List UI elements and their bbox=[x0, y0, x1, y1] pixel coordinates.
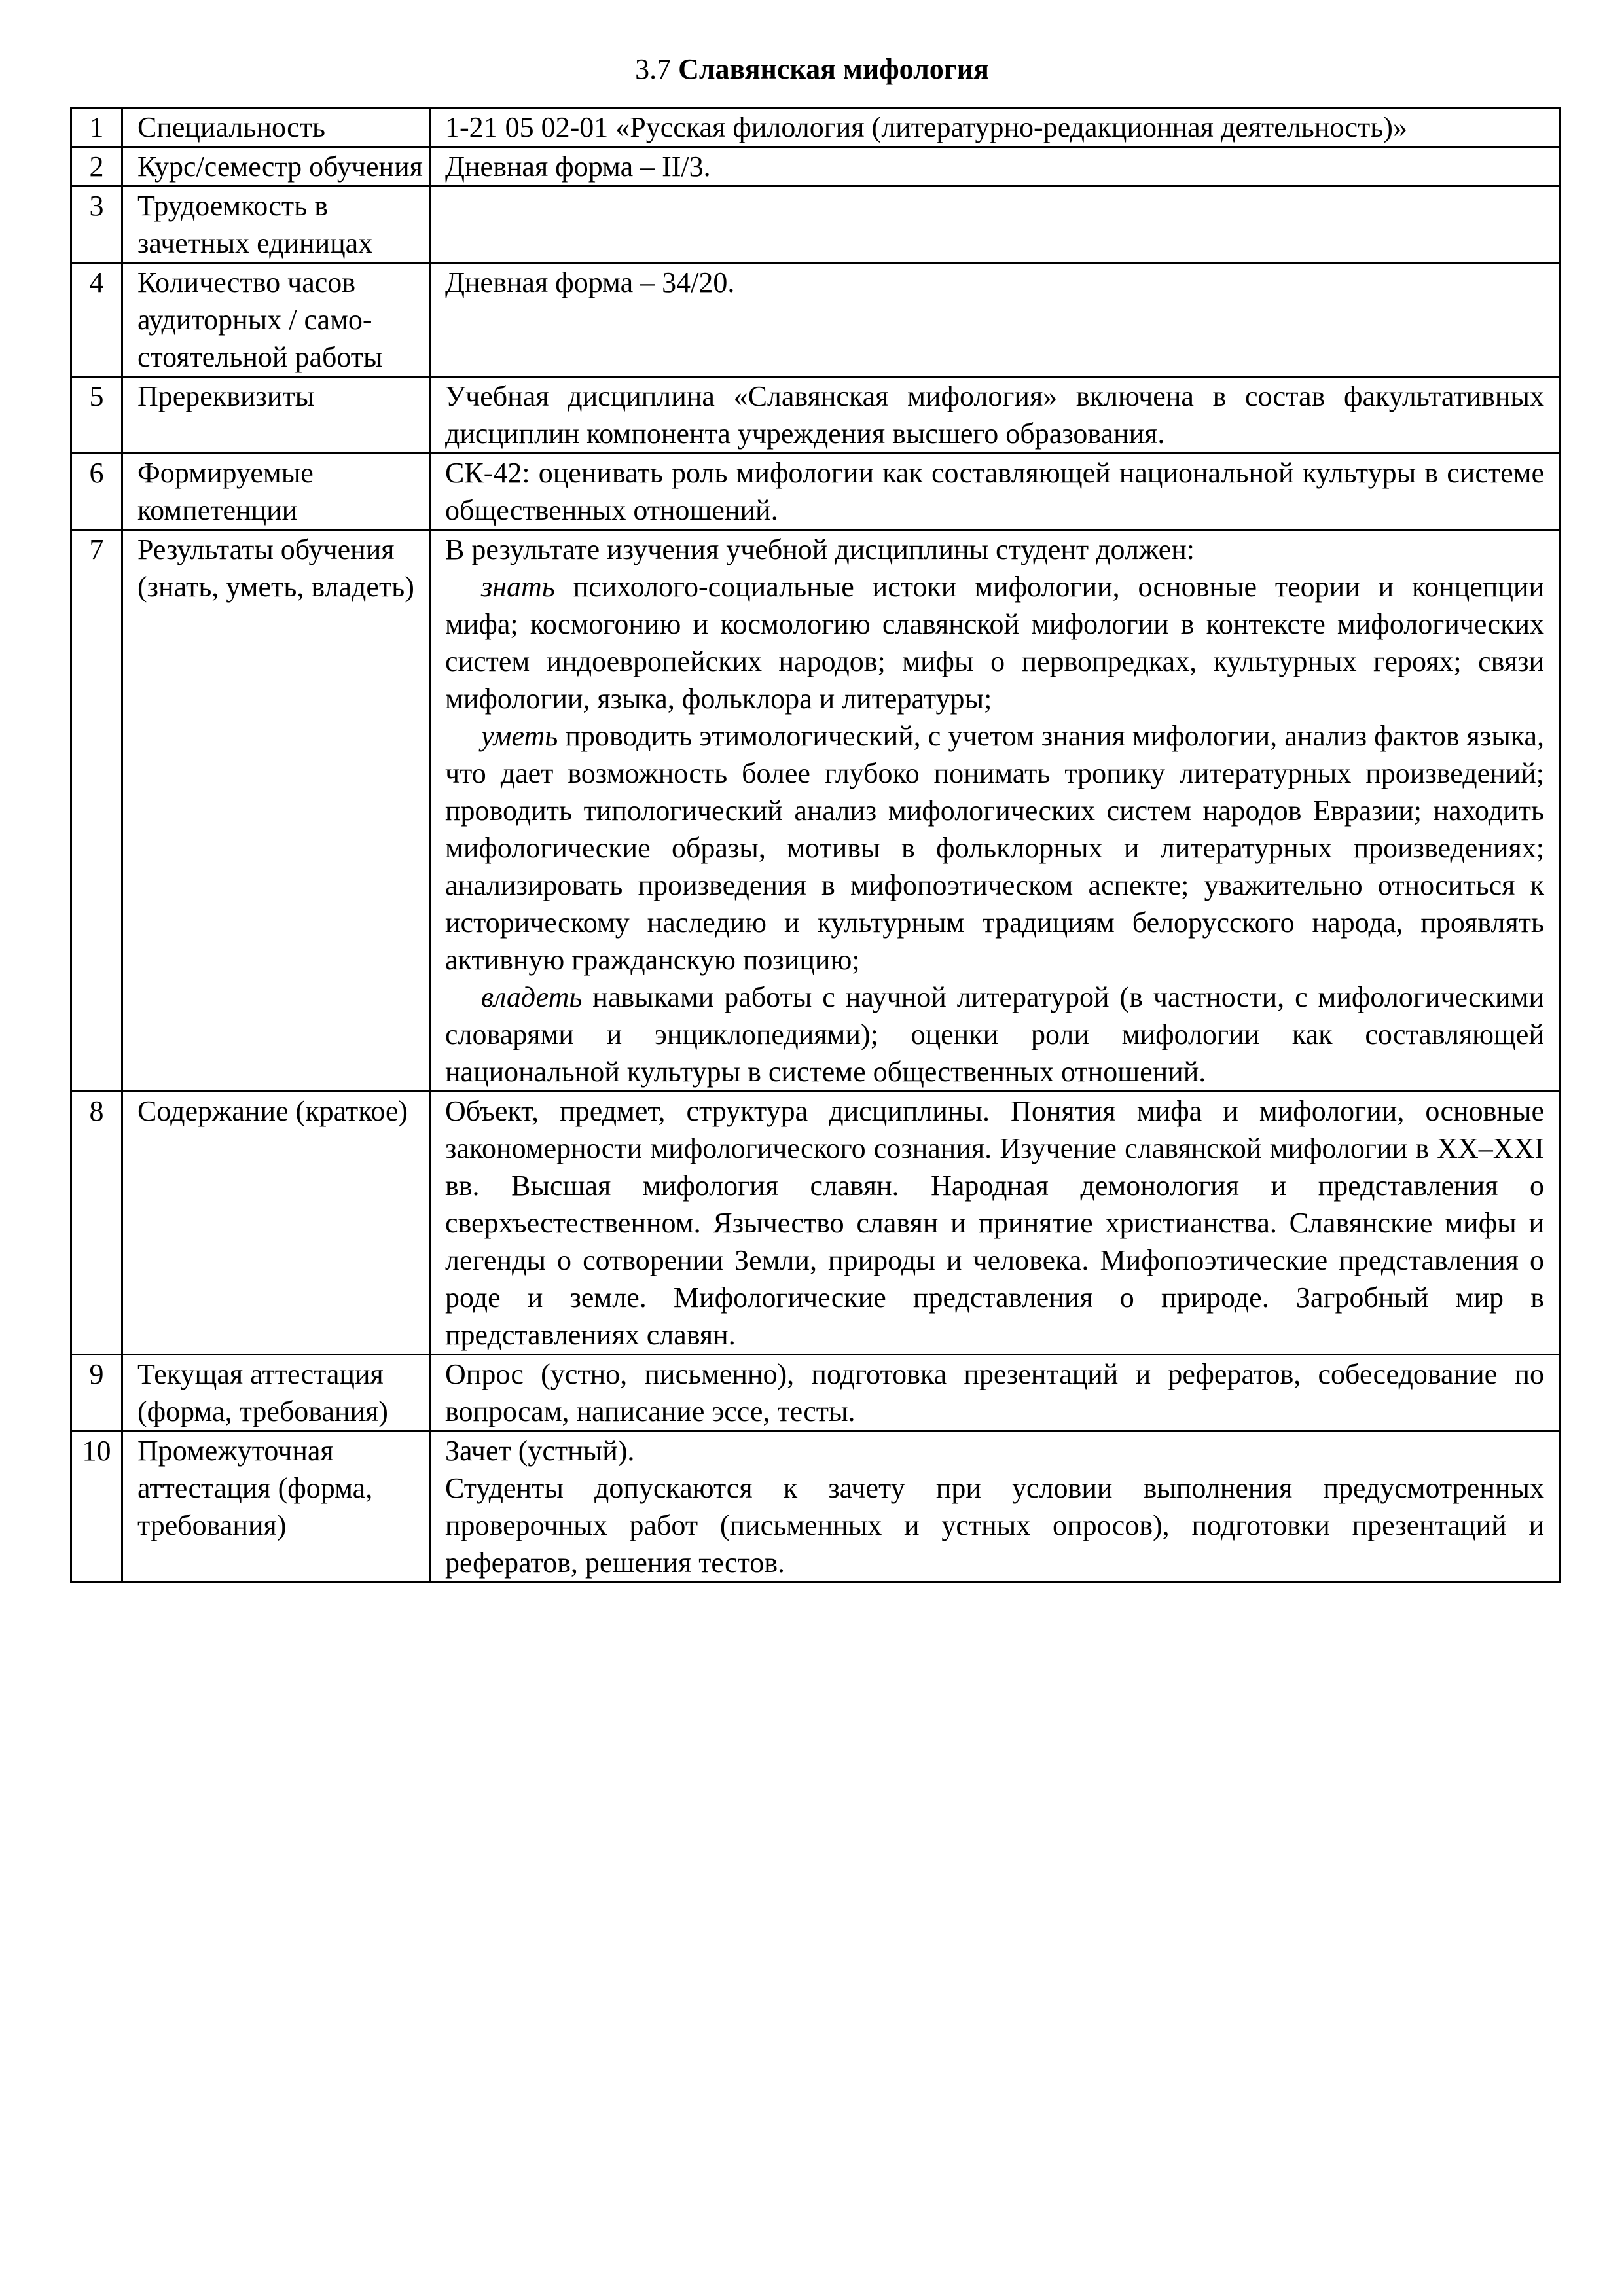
row-label: Текущая аттестация (форма, требования) bbox=[122, 1355, 430, 1431]
discipline-table bbox=[70, 107, 1561, 1583]
table-row bbox=[71, 1092, 1560, 1355]
row-value: Дневная форма – 34/20. bbox=[430, 263, 1560, 377]
row-number: 3 bbox=[71, 187, 122, 263]
outcome-own-keyword: владеть bbox=[481, 981, 583, 1013]
row-value: Объект, предмет, структура дисциплины. Понятия мифа и мифологии, основные закономерности мифологического сознания. Изучение славянской мифологии в XX–XXI вв. Высшая мифология славян. Народная демонология и представления о сверхъестественном. Язычество славян и принятие христианства. Славянские мифы и легенды о сотворении Земли, природы и человека. Мифопоэтические представления о роде и земле. Мифологические представления о природе. Загробный мир в представлениях славян. bbox=[430, 1092, 1560, 1355]
row-label: Курс/семестр обучения bbox=[122, 147, 430, 187]
table-row bbox=[71, 108, 1560, 147]
table-row bbox=[71, 1355, 1560, 1431]
row-number: 4 bbox=[71, 263, 122, 377]
row-label: Промежуточная аттестация (форма, требования) bbox=[122, 1431, 430, 1583]
table-row bbox=[71, 187, 1560, 263]
outcome-can-text: проводить этимологический, с учетом знания мифологии, анализ фактов языка, что дает возможность более глубоко понимать тропику литературных произведений; проводить типологический анализ мифологических систем народов Евразии; находить мифологические образы, мотивы в фольклорных и литературных произведениях; анализировать произведения в мифопоэтическом аспекте; уважительно относиться к историческому наследию и культурным традициям белорусского народа, проявлять активную гражданскую позицию; bbox=[445, 720, 1544, 976]
row-number: 6 bbox=[71, 454, 122, 530]
row-number: 9 bbox=[71, 1355, 122, 1431]
row-label: Результаты обучения (знать, уметь, владеть) bbox=[122, 530, 430, 1092]
table-row bbox=[71, 263, 1560, 377]
row-value: СК-42: оценивать роль мифологии как составляющей национальной культуры в системе общественных отношений. bbox=[430, 454, 1560, 530]
outcome-can-keyword: уметь bbox=[481, 720, 558, 752]
row-value bbox=[430, 187, 1560, 263]
document-title bbox=[0, 51, 1624, 88]
row-value: 1-21 05 02-01 «Русская филология (литературно-редакционная деятельность)» bbox=[430, 108, 1560, 147]
outcomes-intro: В результате изучения учебной дисциплины студент должен: bbox=[445, 533, 1195, 565]
outcome-know-keyword: знать bbox=[481, 571, 555, 603]
outcome-know-text: психолого-социальные истоки мифологии, основные теории и концепции мифа; космогонию и космологию славянской мифологии в контексте мифологических систем индоевропейских народов; мифы о первопредках, культурных героях; связи мифологии, языка, фольклора и литературы; bbox=[445, 571, 1544, 715]
row-value: Дневная форма – II/3. bbox=[430, 147, 1560, 187]
row-label: Трудоемкость в зачетных единицах bbox=[122, 187, 430, 263]
section-name: Славянская мифология bbox=[678, 53, 989, 85]
outcome-know bbox=[445, 568, 1544, 717]
outcome-own bbox=[445, 978, 1544, 1090]
row-label: Пререквизиты bbox=[122, 377, 430, 454]
row-value: Учебная дисциплина «Славянская мифология» включена в состав факультативных дисциплин компонента учреждения высшего образования. bbox=[430, 377, 1560, 454]
row-number: 7 bbox=[71, 530, 122, 1092]
row-value: Опрос (устно, письменно), подготовка презентаций и рефератов, собеседование по вопросам, написание эссе, тесты. bbox=[430, 1355, 1560, 1431]
table-row bbox=[71, 377, 1560, 454]
row-number: 1 bbox=[71, 108, 122, 147]
row-number: 2 bbox=[71, 147, 122, 187]
table-row bbox=[71, 147, 1560, 187]
assessment-form: Зачет (устный). bbox=[445, 1435, 635, 1467]
assessment-requirements: Студенты допускаются к зачету при условии выполнения предусмотренных проверочных работ (письменных и устных опросов), подготовки презентаций и рефератов, решения тестов. bbox=[445, 1472, 1544, 1579]
row-value bbox=[430, 1431, 1560, 1583]
row-number: 8 bbox=[71, 1092, 122, 1355]
table-row bbox=[71, 1431, 1560, 1583]
learning-outcomes bbox=[430, 530, 1560, 1092]
row-label: Количество часов аудиторных / само-стоятельной работы bbox=[122, 263, 430, 377]
outcome-own-text: навыками работы с научной литературой (в частности, с мифологическими словарями и энциклопедиями); оценки роли мифологии как составляющей национальной культуры в системе общественных отношений. bbox=[445, 981, 1544, 1088]
row-label: Формируемые компетенции bbox=[122, 454, 430, 530]
row-number: 10 bbox=[71, 1431, 122, 1583]
section-number: 3.7 bbox=[635, 53, 672, 85]
row-label: Специальность bbox=[122, 108, 430, 147]
outcome-can bbox=[445, 717, 1544, 978]
row-label: Содержание (краткое) bbox=[122, 1092, 430, 1355]
row-number: 5 bbox=[71, 377, 122, 454]
table-row bbox=[71, 530, 1560, 1092]
table-row bbox=[71, 454, 1560, 530]
